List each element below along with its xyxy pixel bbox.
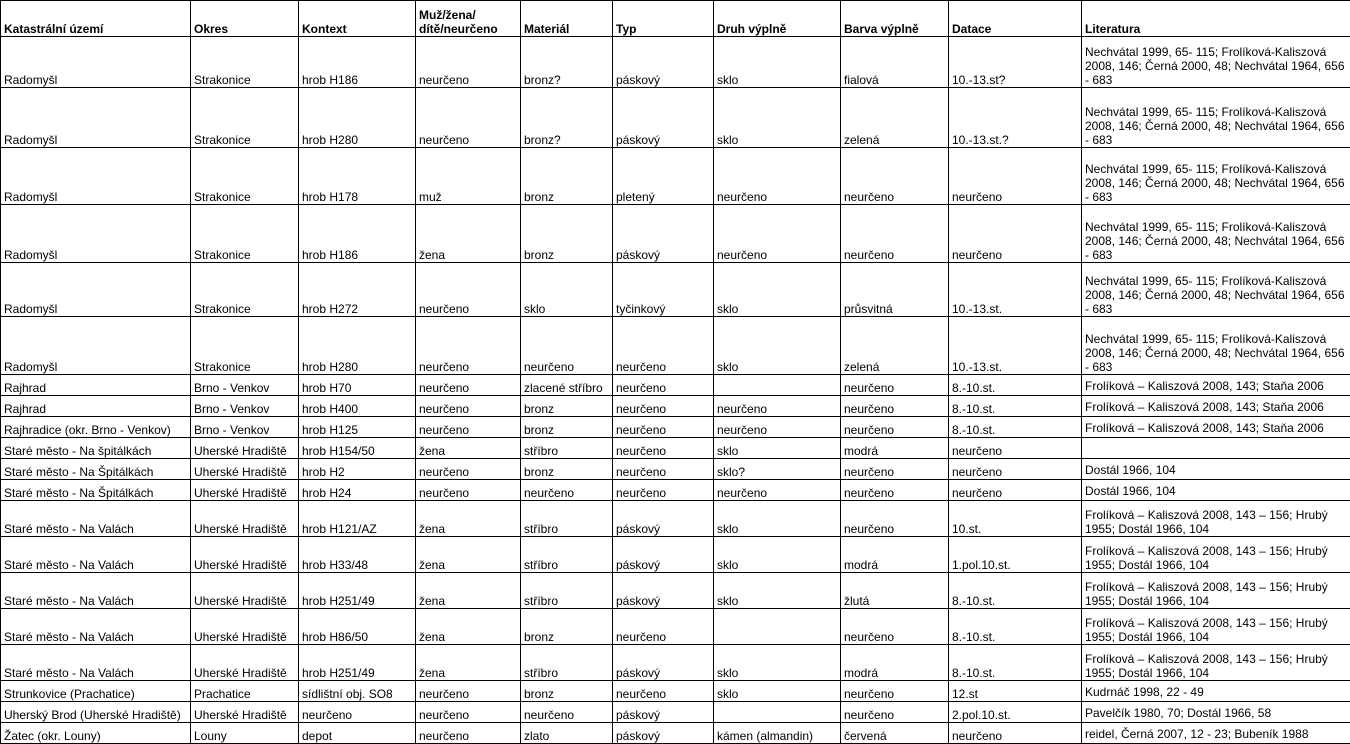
table-cell[interactable]: sklo <box>714 681 841 702</box>
table-cell[interactable] <box>714 609 841 645</box>
table-cell[interactable]: bronz <box>521 396 613 417</box>
table-cell[interactable]: pletený <box>613 148 714 205</box>
table-cell[interactable]: stříbro <box>521 537 613 573</box>
table-cell[interactable]: Frolíková – Kaliszová 2008, 143; Staňa 2006 <box>1082 375 1350 396</box>
table-cell[interactable]: hrob H400 <box>299 396 416 417</box>
table-cell[interactable]: neurčeno <box>416 681 521 702</box>
table-cell[interactable]: neurčeno <box>613 480 714 501</box>
table-cell[interactable] <box>714 702 841 723</box>
column-header[interactable]: Druh výplně <box>714 1 841 37</box>
table-cell[interactable] <box>714 375 841 396</box>
table-cell[interactable]: zlacené stříbro <box>521 375 613 396</box>
table-cell[interactable]: stříbro <box>521 438 613 459</box>
table-cell[interactable]: 10.-13.st. <box>949 317 1082 375</box>
table-cell[interactable]: sklo <box>714 263 841 317</box>
table-cell[interactable]: hrob H24 <box>299 480 416 501</box>
table-row <box>1 501 1350 537</box>
table-cell[interactable]: Nechvátal 1999, 65- 115; Frolíková-Kaliszová 2008, 146; Černá 2000, 48; Nechvátal 1964, 656 - 683 <box>1082 205 1350 263</box>
table-cell[interactable]: Radomyšl <box>1 317 191 375</box>
table-cell[interactable]: neurčeno <box>841 702 949 723</box>
table-cell[interactable]: Rajhrad <box>1 396 191 417</box>
table-cell[interactable]: neurčeno <box>299 702 416 723</box>
table-cell[interactable]: hrob H33/48 <box>299 537 416 573</box>
table-cell[interactable]: neurčeno <box>521 702 613 723</box>
table-cell[interactable]: Uherské Hradiště <box>191 573 299 609</box>
table-cell[interactable]: sklo <box>714 573 841 609</box>
table-cell[interactable]: neurčeno <box>416 396 521 417</box>
column-header[interactable]: Datace <box>949 1 1082 37</box>
table-cell[interactable]: stříbro <box>521 573 613 609</box>
table-cell[interactable]: neurčeno <box>949 438 1082 459</box>
table-cell[interactable]: bronz? <box>521 88 613 148</box>
table-cell[interactable]: sklo? <box>714 459 841 480</box>
table-cell[interactable]: Staré město - Na špitálkách <box>1 438 191 459</box>
table-cell[interactable]: 8.-10.st. <box>949 573 1082 609</box>
table-cell[interactable]: 1.pol.10.st. <box>949 537 1082 573</box>
table-cell[interactable]: neurčeno <box>613 459 714 480</box>
table-cell[interactable]: tyčinkový <box>613 263 714 317</box>
column-header[interactable]: Muž/žena/ dítě/neurčeno <box>416 1 521 37</box>
table-cell[interactable]: neurčeno <box>949 723 1082 744</box>
table-row <box>1 417 1350 438</box>
table-cell[interactable]: Brno - Venkov <box>191 375 299 396</box>
table-cell[interactable]: žena <box>416 573 521 609</box>
table-cell[interactable]: žena <box>416 501 521 537</box>
table-cell[interactable]: zlato <box>521 723 613 744</box>
table-cell[interactable]: neurčeno <box>613 681 714 702</box>
table-cell[interactable]: hrob H178 <box>299 148 416 205</box>
table-cell[interactable]: zelená <box>841 88 949 148</box>
table-cell[interactable]: Frolíková – Kaliszová 2008, 143 – 156; Hrubý 1955; Dostál 1966, 104 <box>1082 501 1350 537</box>
table-cell[interactable]: průsvitná <box>841 263 949 317</box>
table-cell[interactable]: 2.pol.10.st. <box>949 702 1082 723</box>
table-cell[interactable]: neurčeno <box>714 417 841 438</box>
table-cell[interactable] <box>1082 438 1350 459</box>
table-cell[interactable]: Brno - Venkov <box>191 396 299 417</box>
table-cell[interactable]: Uherské Hradiště <box>191 609 299 645</box>
table-cell[interactable]: neurčeno <box>416 88 521 148</box>
table-cell[interactable]: bronz <box>521 459 613 480</box>
table-cell[interactable]: Nechvátal 1999, 65- 115; Frolíková-Kaliszová 2008, 146; Černá 2000, 48; Nechvátal 1964, 656 - 683 <box>1082 317 1350 375</box>
table-cell[interactable]: Pavelčík 1980, 70; Dostál 1966, 58 <box>1082 702 1350 723</box>
table-cell[interactable]: neurčeno <box>949 205 1082 263</box>
table-cell[interactable]: Radomyšl <box>1 88 191 148</box>
table-cell[interactable]: neurčeno <box>841 396 949 417</box>
table-cell[interactable]: žlutá <box>841 573 949 609</box>
table-cell[interactable]: hrob H154/50 <box>299 438 416 459</box>
table-cell[interactable]: neurčeno <box>416 417 521 438</box>
table-cell[interactable]: Nechvátal 1999, 65- 115; Frolíková-Kaliszová 2008, 146; Černá 2000, 48; Nechvátal 1964, 656 - 683 <box>1082 88 1350 148</box>
table-cell[interactable]: 12.st <box>949 681 1082 702</box>
table-cell[interactable]: neurčeno <box>521 317 613 375</box>
table-cell[interactable]: hrob H70 <box>299 375 416 396</box>
table-cell[interactable]: žena <box>416 645 521 681</box>
table-cell[interactable]: hrob H186 <box>299 37 416 88</box>
table-cell[interactable]: Nechvátal 1999, 65- 115; Frolíková-Kaliszová 2008, 146; Černá 2000, 48; Nechvátal 1964, 656 - 683 <box>1082 148 1350 205</box>
table-cell[interactable]: páskový <box>613 573 714 609</box>
table-cell[interactable]: žena <box>416 609 521 645</box>
table-cell[interactable]: Frolíková – Kaliszová 2008, 143 – 156; Hrubý 1955; Dostál 1966, 104 <box>1082 645 1350 681</box>
table-cell[interactable]: Uherské Hradiště <box>191 438 299 459</box>
table-cell[interactable]: 8.-10.st. <box>949 609 1082 645</box>
table-cell[interactable]: hrob H280 <box>299 317 416 375</box>
table-row <box>1 438 1350 459</box>
table-cell[interactable]: Radomyšl <box>1 263 191 317</box>
table-cell[interactable]: sklo <box>714 537 841 573</box>
table-cell[interactable]: Uherské Hradiště <box>191 501 299 537</box>
table-cell[interactable]: 10.-13.st.? <box>949 88 1082 148</box>
table-row <box>1 317 1350 375</box>
table-cell[interactable]: 10.-13.st? <box>949 37 1082 88</box>
table-row <box>1 609 1350 645</box>
table-cell[interactable]: Staré město - Na Špitálkách <box>1 480 191 501</box>
table-cell[interactable]: neurčeno <box>841 148 949 205</box>
table-cell[interactable]: bronz? <box>521 37 613 88</box>
table-cell[interactable]: hrob H280 <box>299 88 416 148</box>
table-cell[interactable]: páskový <box>613 501 714 537</box>
table-cell[interactable]: žena <box>416 537 521 573</box>
column-header[interactable]: Katastrální území <box>1 1 191 37</box>
table-cell[interactable]: hrob H186 <box>299 205 416 263</box>
table-cell[interactable]: sklo <box>714 501 841 537</box>
table-cell[interactable]: neurčeno <box>416 459 521 480</box>
table-cell[interactable]: Dostál 1966, 104 <box>1082 459 1350 480</box>
table-cell[interactable]: neurčeno <box>613 609 714 645</box>
table-cell[interactable]: neurčeno <box>841 681 949 702</box>
table-cell[interactable]: 8.-10.st. <box>949 396 1082 417</box>
table-cell[interactable]: fialová <box>841 37 949 88</box>
table-cell[interactable]: sklo <box>714 317 841 375</box>
table-cell[interactable]: bronz <box>521 609 613 645</box>
table-cell[interactable]: 10.st. <box>949 501 1082 537</box>
table-cell[interactable]: 8.-10.st. <box>949 375 1082 396</box>
column-header[interactable]: Typ <box>613 1 714 37</box>
column-header[interactable]: Barva výplně <box>841 1 949 37</box>
table-cell[interactable]: Strakonice <box>191 37 299 88</box>
table-row <box>1 148 1350 205</box>
table-row <box>1 375 1350 396</box>
table-cell[interactable]: neurčeno <box>613 396 714 417</box>
table-cell[interactable]: žena <box>416 205 521 263</box>
column-header[interactable]: Materiál <box>521 1 613 37</box>
table-cell[interactable]: Radomyšl <box>1 37 191 88</box>
table-cell[interactable]: neurčeno <box>841 459 949 480</box>
table-cell[interactable]: Frolíková – Kaliszová 2008, 143 – 156; Hrubý 1955; Dostál 1966, 104 <box>1082 537 1350 573</box>
table-cell[interactable]: sklo <box>714 88 841 148</box>
table-row <box>1 459 1350 480</box>
table-cell[interactable]: neurčeno <box>613 438 714 459</box>
table-row <box>1 88 1350 148</box>
table-cell[interactable]: neurčeno <box>714 480 841 501</box>
table-cell[interactable]: páskový <box>613 37 714 88</box>
table-cell[interactable]: neurčeno <box>841 417 949 438</box>
table-cell[interactable]: páskový <box>613 723 714 744</box>
table-cell[interactable]: neurčeno <box>949 459 1082 480</box>
table-cell[interactable]: sídlištní obj. SO8 <box>299 681 416 702</box>
table-cell[interactable]: Kudrnáč 1998, 22 - 49 <box>1082 681 1350 702</box>
table-cell[interactable]: sklo <box>714 37 841 88</box>
table-cell[interactable]: Strunkovice (Prachatice) <box>1 681 191 702</box>
table-row <box>1 645 1350 681</box>
table-cell[interactable]: kámen (almandin) <box>714 723 841 744</box>
table-cell[interactable]: páskový <box>613 537 714 573</box>
table-cell[interactable]: neurčeno <box>613 375 714 396</box>
table-cell[interactable]: Brno - Venkov <box>191 417 299 438</box>
table-cell[interactable]: Staré město - Na Valách <box>1 645 191 681</box>
table-cell[interactable]: Uherský Brod (Uherské Hradiště) <box>1 702 191 723</box>
table-cell[interactable]: bronz <box>521 417 613 438</box>
table-cell[interactable]: neurčeno <box>841 480 949 501</box>
table-row <box>1 723 1350 744</box>
table-cell[interactable]: muž <box>416 148 521 205</box>
table-cell[interactable]: zelená <box>841 317 949 375</box>
table-cell[interactable]: Frolíková – Kaliszová 2008, 143 – 156; Hrubý 1955; Dostál 1966, 104 <box>1082 609 1350 645</box>
table-cell[interactable]: Staré město - Na Valách <box>1 537 191 573</box>
table-cell[interactable]: Uherské Hradiště <box>191 480 299 501</box>
table-cell[interactable]: modrá <box>841 537 949 573</box>
table-cell[interactable]: neurčeno <box>613 417 714 438</box>
table-cell[interactable]: Strakonice <box>191 88 299 148</box>
table-cell[interactable]: Radomyšl <box>1 205 191 263</box>
table-cell[interactable]: Louny <box>191 723 299 744</box>
table-cell[interactable]: neurčeno <box>416 723 521 744</box>
table-cell[interactable]: stříbro <box>521 501 613 537</box>
table-row <box>1 702 1350 723</box>
table-cell[interactable]: modrá <box>841 438 949 459</box>
table-cell[interactable]: neurčeno <box>949 148 1082 205</box>
table-cell[interactable]: Staré město - Na Valách <box>1 501 191 537</box>
table-cell[interactable]: neurčeno <box>416 375 521 396</box>
table-cell[interactable]: Radomyšl <box>1 148 191 205</box>
table-cell[interactable]: Strakonice <box>191 148 299 205</box>
table-row <box>1 537 1350 573</box>
table-row <box>1 205 1350 263</box>
table-row <box>1 263 1350 317</box>
table-cell[interactable]: neurčeno <box>841 205 949 263</box>
table-cell[interactable]: neurčeno <box>521 480 613 501</box>
table-row <box>1 396 1350 417</box>
table-cell[interactable]: Strakonice <box>191 263 299 317</box>
table-cell[interactable]: Frolíková – Kaliszová 2008, 143 – 156; Hrubý 1955; Dostál 1966, 104 <box>1082 573 1350 609</box>
table-cell[interactable]: Rajhrad <box>1 375 191 396</box>
table-cell[interactable]: stříbro <box>521 645 613 681</box>
table-row <box>1 681 1350 702</box>
table-cell[interactable]: sklo <box>521 263 613 317</box>
table-cell[interactable]: hrob H272 <box>299 263 416 317</box>
table-cell[interactable]: neurčeno <box>613 317 714 375</box>
table-cell[interactable]: Frolíková – Kaliszová 2008, 143; Staňa 2006 <box>1082 396 1350 417</box>
table-cell[interactable]: Uherské Hradiště <box>191 459 299 480</box>
column-header[interactable]: Kontext <box>299 1 416 37</box>
table-cell[interactable]: sklo <box>714 438 841 459</box>
table-cell[interactable]: Strakonice <box>191 317 299 375</box>
table-cell[interactable]: páskový <box>613 205 714 263</box>
table-cell[interactable]: neurčeno <box>841 375 949 396</box>
table-cell[interactable]: žena <box>416 438 521 459</box>
column-header[interactable]: Okres <box>191 1 299 37</box>
table-cell[interactable]: hrob H2 <box>299 459 416 480</box>
table-cell[interactable]: bronz <box>521 205 613 263</box>
table-cell[interactable]: hrob H251/49 <box>299 573 416 609</box>
table-cell[interactable]: Nechvátal 1999, 65- 115; Frolíková-Kaliszová 2008, 146; Černá 2000, 48; Nechvátal 1964, 656 - 683 <box>1082 37 1350 88</box>
table-cell[interactable]: neurčeno <box>841 501 949 537</box>
table-cell[interactable]: reidel, Černá 2007, 12 - 23; Bubeník 1988 <box>1082 723 1350 744</box>
table-cell[interactable]: neurčeno <box>416 702 521 723</box>
table-cell[interactable]: páskový <box>613 702 714 723</box>
table-cell[interactable]: hrob H121/AZ <box>299 501 416 537</box>
table-cell[interactable]: páskový <box>613 88 714 148</box>
table-cell[interactable]: Staré město - Na Valách <box>1 573 191 609</box>
column-header[interactable]: Literatura <box>1082 1 1350 37</box>
table-cell[interactable]: sklo <box>714 645 841 681</box>
table-cell[interactable]: Staré město - Na Špitálkách <box>1 459 191 480</box>
table-cell[interactable]: 10.-13.st. <box>949 263 1082 317</box>
table-cell[interactable]: Nechvátal 1999, 65- 115; Frolíková-Kaliszová 2008, 146; Černá 2000, 48; Nechvátal 1964, 656 - 683 <box>1082 263 1350 317</box>
table-cell[interactable]: Rajhradice (okr. Brno - Venkov) <box>1 417 191 438</box>
table-cell[interactable]: Staré město - Na Valách <box>1 609 191 645</box>
table-row <box>1 480 1350 501</box>
table-cell[interactable]: Uherské Hradiště <box>191 537 299 573</box>
table-cell[interactable]: neurčeno <box>416 263 521 317</box>
table-cell[interactable]: modrá <box>841 645 949 681</box>
table-cell[interactable]: 8.-10.st. <box>949 417 1082 438</box>
table-cell[interactable]: Žatec (okr. Louny) <box>1 723 191 744</box>
table-cell[interactable]: neurčeno <box>714 148 841 205</box>
table-cell[interactable]: neurčeno <box>416 37 521 88</box>
table-cell[interactable]: neurčeno <box>416 317 521 375</box>
table-cell[interactable]: neurčeno <box>949 480 1082 501</box>
table-cell[interactable]: Uherské Hradiště <box>191 702 299 723</box>
table-cell[interactable]: Frolíková – Kaliszová 2008, 143; Staňa 2006 <box>1082 417 1350 438</box>
table-cell[interactable]: Prachatice <box>191 681 299 702</box>
table-cell[interactable]: Strakonice <box>191 205 299 263</box>
table-cell[interactable]: bronz <box>521 681 613 702</box>
header-row <box>1 1 1350 37</box>
table-cell[interactable]: 8.-10.st. <box>949 645 1082 681</box>
table-cell[interactable]: bronz <box>521 148 613 205</box>
table-cell[interactable]: depot <box>299 723 416 744</box>
table-cell[interactable]: Dostál 1966, 104 <box>1082 480 1350 501</box>
table-cell[interactable]: červená <box>841 723 949 744</box>
table-row <box>1 573 1350 609</box>
table-cell[interactable]: hrob H86/50 <box>299 609 416 645</box>
table-cell[interactable]: hrob H125 <box>299 417 416 438</box>
table-cell[interactable]: páskový <box>613 645 714 681</box>
table-cell[interactable]: neurčeno <box>416 480 521 501</box>
table-cell[interactable]: neurčeno <box>841 609 949 645</box>
table-cell[interactable]: hrob H251/49 <box>299 645 416 681</box>
table-cell[interactable]: Uherské Hradiště <box>191 645 299 681</box>
table-cell[interactable]: neurčeno <box>714 205 841 263</box>
table-cell[interactable]: neurčeno <box>714 396 841 417</box>
table-row <box>1 37 1350 88</box>
